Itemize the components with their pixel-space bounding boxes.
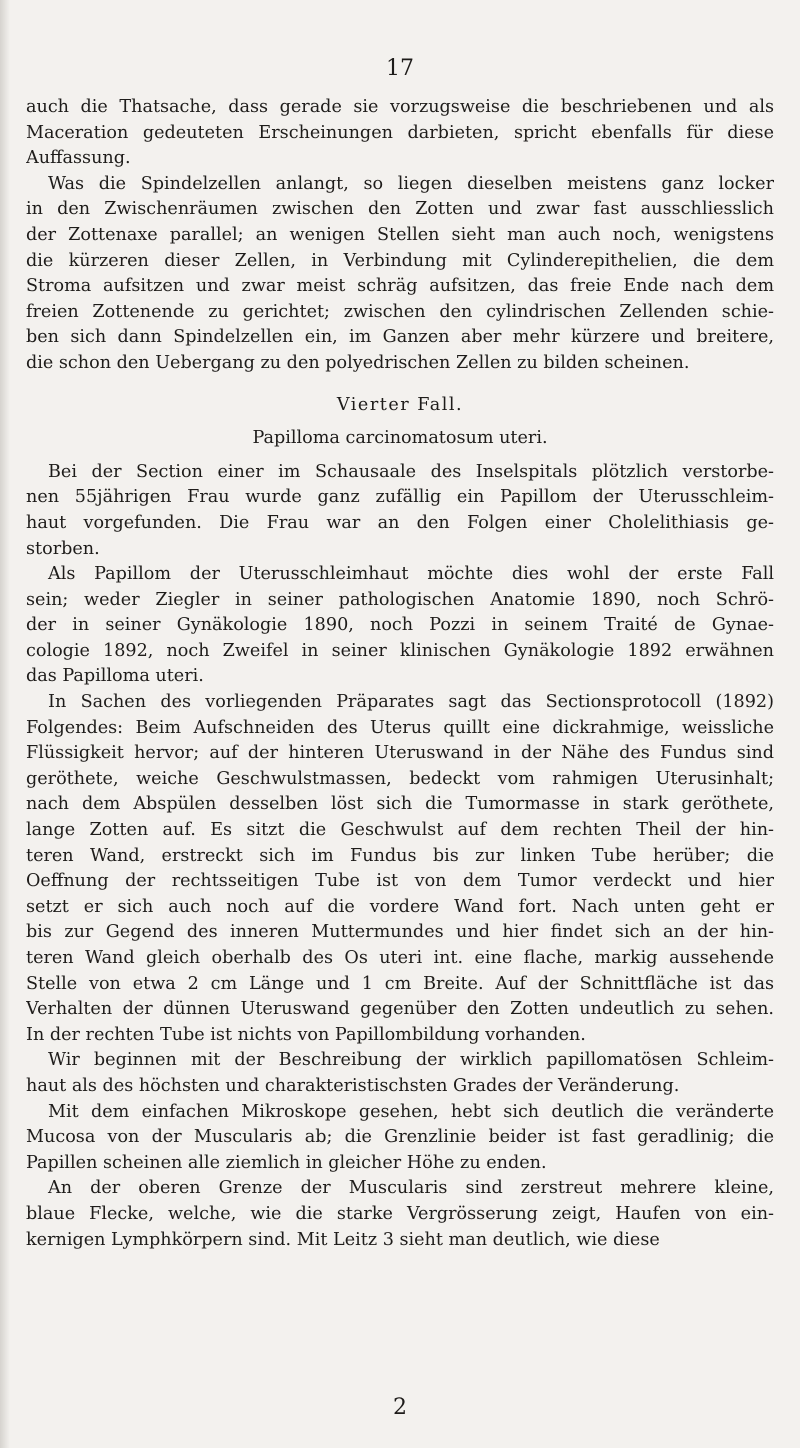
text-line: der in seiner Gynäkologie 1890, noch Pozzi in seinem Traité de Gynae- — [26, 615, 774, 636]
text-line: Verhalten der dünnen Uteruswand gegenüber den Zotten undeutlich zu sehen. — [26, 999, 774, 1020]
text-line: Oeffnung der rechtsseitigen Tube ist von dem Tumor verdeckt und hier — [26, 871, 774, 892]
text-line: kernigen Lymphkörpern sind. Mit Leitz 3 sieht man deutlich, wie diese — [26, 1229, 660, 1250]
text-line: setzt er sich auch noch auf die vordere Wand fort. Nach unten geht er — [26, 896, 774, 917]
paragraph — [26, 1100, 774, 1177]
section-heading: Vierter Fall. — [336, 394, 464, 415]
text-line: ben sich dann Spindelzellen ein, im Ganzen aber mehr kürzere und breitere, — [26, 327, 774, 348]
text-line: freien Zottenende zu gerichtet; zwischen den cylindrischen Zellenden schie- — [26, 301, 774, 322]
text-line: auch die Thatsache, dass gerade sie vorzugsweise die beschriebenen und als — [26, 97, 774, 117]
text-line: cologie 1892, noch Zweifel in seiner klinischen Gynäkologie 1892 erwähnen — [26, 640, 774, 661]
text-line: die kürzeren dieser Zellen, in Verbindung mit Cylinderepithelien, die dem — [26, 250, 774, 271]
text-line: An der oberen Grenze der Muscularis sind zerstreut mehrere kleine, — [48, 1178, 774, 1199]
text-line: teren Wand, erstreckt sich im Fundus bis zur linken Tube herüber; die — [26, 845, 774, 866]
paragraph — [26, 562, 774, 690]
text-line: das Papilloma uteri. — [26, 666, 204, 687]
text-line: Stelle von etwa 2 cm Länge und 1 cm Breite. Auf der Schnittfläche ist das — [26, 973, 774, 994]
paragraph — [26, 95, 774, 172]
text-line: nach dem Abspülen desselben löst sich die Tumormasse in stark geröthete, — [26, 794, 774, 815]
paragraph — [26, 460, 774, 562]
text-line: geröthete, weiche Geschwulstmassen, bedeckt vom rahmigen Uterusinhalt; — [26, 768, 774, 789]
text-line: Mit dem einfachen Mikroskope gesehen, hebt sich deutlich die veränderte — [48, 1101, 774, 1122]
text-line: Stroma aufsitzen und zwar meist schräg aufsitzen, das freie Ende nach dem — [26, 276, 774, 297]
text-line: Mucosa von der Muscularis ab; die Grenzlinie beider ist fast geradlinig; die — [26, 1127, 774, 1148]
text-line: in den Zwischenräumen zwischen den Zotten und zwar fast ausschliesslich — [26, 199, 774, 220]
text-line: Was die Spindelzellen anlangt, so liegen dieselben meistens ganz locker — [48, 173, 774, 194]
text-line: bis zur Gegend des inneren Muttermundes und hier findet sich an der hin- — [26, 922, 774, 943]
paragraph — [26, 1048, 774, 1099]
text-line: storben. — [26, 538, 100, 559]
text-line: Bei der Section einer im Schausaale des Inselspitals plötzlich verstorbe- — [48, 461, 774, 482]
text-line: sein; weder Ziegler in seiner pathologischen Anatomie 1890, noch Schrö- — [26, 589, 774, 610]
page-edge-shadow — [0, 0, 10, 1448]
text-line: Flüssigkeit hervor; auf der hinteren Uteruswand in der Nähe des Fundus sind — [26, 743, 774, 764]
section-subheading: Papilloma carcinomatosum uteri. — [252, 428, 548, 449]
text-line: Papillen scheinen alle ziemlich in gleicher Höhe zu enden. — [26, 1152, 547, 1173]
paragraph — [26, 690, 774, 1048]
paragraph — [26, 1176, 774, 1253]
text-line: die schon den Uebergang zu den polyedrischen Zellen zu bilden scheinen. — [26, 352, 690, 373]
text-line: haut als des höchsten und charakteristischsten Grades der Veränderung. — [26, 1075, 680, 1096]
signature-mark: 2 — [393, 1395, 407, 1420]
text-line: Als Papillom der Uterusschleimhaut möchte dies wohl der erste Fall — [48, 564, 774, 585]
text-line: In Sachen des vorliegenden Präparates sagt das Sectionsprotocoll (1892) — [48, 692, 774, 713]
text-line: Auffassung. — [26, 148, 131, 169]
text-line: nen 55jährigen Frau wurde ganz zufällig ein Papillom der Uterusschleim- — [26, 487, 774, 508]
text-body — [26, 95, 774, 1253]
page-number: 17 — [386, 56, 414, 81]
text-line: blaue Flecke, welche, wie die starke Vergrösserung zeigt, Haufen von ein- — [26, 1203, 774, 1224]
text-line: In der rechten Tube ist nichts von Papillombildung vorhanden. — [26, 1024, 586, 1045]
text-line: Wir beginnen mit der Beschreibung der wirklich papillomatösen Schleim- — [48, 1050, 774, 1071]
text-line: Folgendes: Beim Aufschneiden des Uterus quillt eine dickrahmige, weissliche — [26, 717, 774, 738]
top-paragraphs — [26, 95, 774, 377]
text-line: haut vorgefunden. Die Frau war an den Folgen einer Cholelithiasis ge- — [26, 512, 774, 533]
text-line: Maceration gedeuteten Erscheinungen darbieten, spricht ebenfalls für diese — [26, 122, 774, 143]
text-line: teren Wand gleich oberhalb des Os uteri int. eine flache, markig aussehende — [26, 948, 774, 968]
text-line: lange Zotten auf. Es sitzt die Geschwulst auf dem rechten Theil der hin- — [26, 820, 774, 841]
bottom-paragraphs — [26, 460, 774, 1253]
text-line: der Zottenaxe parallel; an wenigen Stellen sieht man auch noch, wenigstens — [26, 224, 774, 245]
paragraph — [26, 172, 774, 377]
